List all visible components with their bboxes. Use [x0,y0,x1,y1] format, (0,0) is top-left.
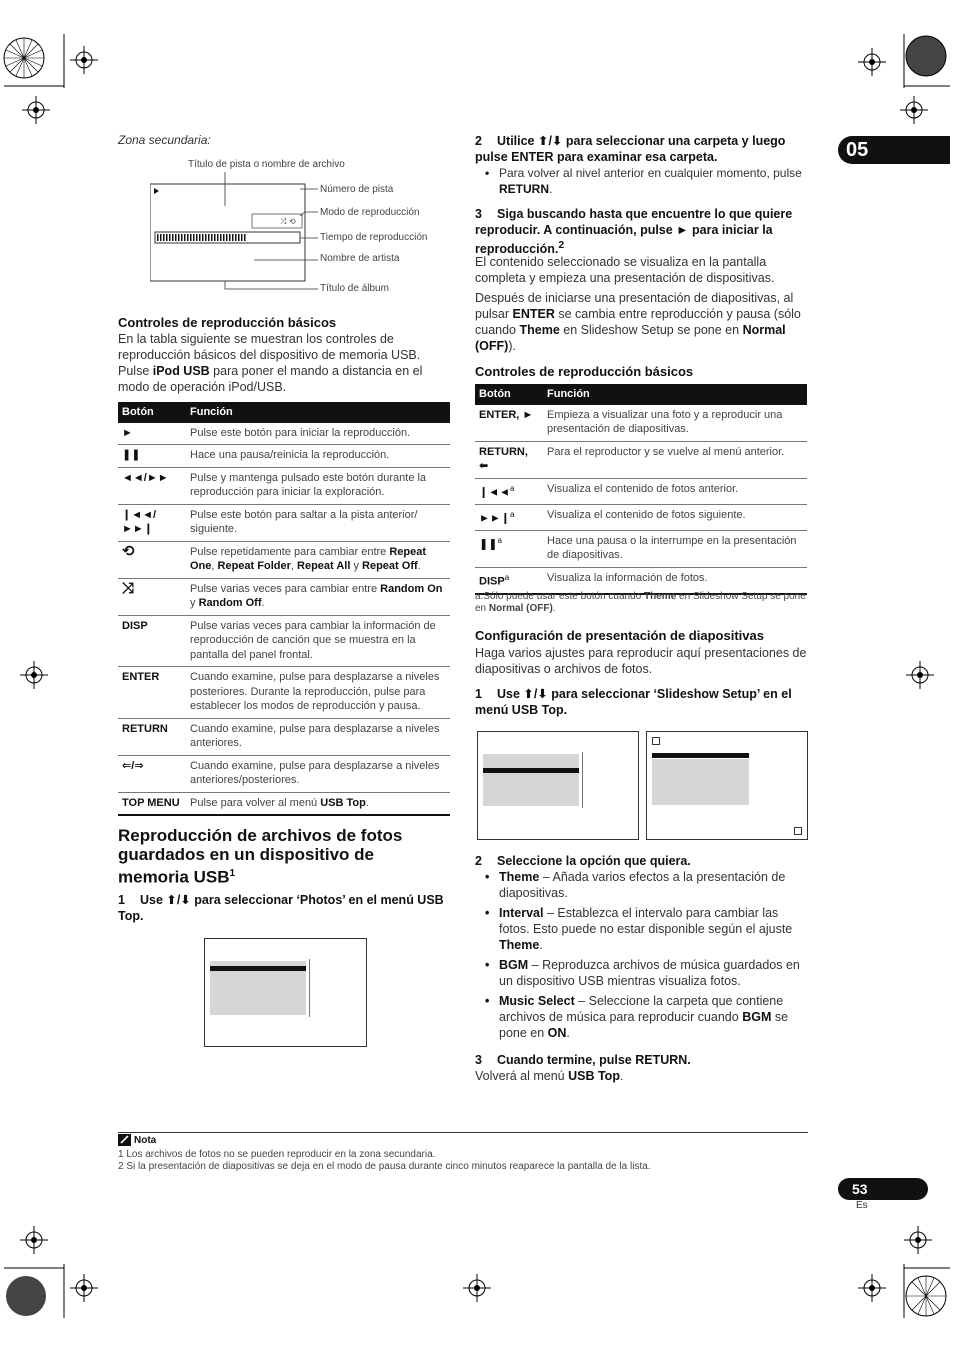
skip-icon: ❙◄◄/►►❙ [118,504,186,541]
row-desc: Visualiza la información de fotos. [543,567,807,594]
svg-text:⤨ ⟲: ⤨ ⟲ [280,217,296,226]
random-off: Random Off [198,597,262,609]
row-desc: Visualiza el contenido de fotos siguiente. [543,504,807,530]
zone-label: Zona secundaria: [118,133,211,147]
return-key: RETURN [499,182,549,196]
table-row [475,530,807,567]
normal-off: Normal (OFF) [488,603,553,614]
label-track-title: Título de pista o nombre de archivo [188,159,345,170]
t: a.Sólo puede usar este botón cuando [475,591,645,602]
label-artist: Nombre de artista [320,253,400,264]
chapter-tab [838,136,950,164]
table-row [118,667,450,719]
key-return-back: RETURN, ⬅ [475,441,543,478]
key-enter: ENTER [118,667,186,719]
row-desc [186,578,450,615]
left-right-arrow-icon: ⇐/⇒ [118,755,186,792]
table-header-row [118,402,450,423]
right-controls-heading: Controles de reproducción básicos [475,364,694,379]
intro-text-2: para poner el mando a distancia en el modo de operación iPod/USB. [118,364,423,394]
row-desc: Visualiza el contenido de fotos anterior. [543,478,807,504]
t: Seleccione la opción que quiera. [497,854,691,868]
theme: Theme [499,938,540,952]
key-disp: DISP [118,615,186,667]
repeat-one: Repeat One [190,545,427,572]
table-row [118,541,450,578]
row-desc: Pulse y mantenga pulsado este botón durante la reproducción para iniciar la exploración. [186,467,450,504]
intro-ipod-usb: iPod USB [152,364,210,378]
usb-top: USB Top [320,796,366,809]
right-step-2 [475,133,810,165]
t: ). [508,339,516,353]
slideshow-setup-heading: Configuración de presentación de diapositivas [475,628,764,643]
row-desc: Para el reproductor y se vuelve al menú anterior. [543,441,807,478]
row-desc: Pulse este botón para iniciar la reproducción. [186,423,450,445]
note-header [118,1134,156,1146]
term: Interval [499,906,544,920]
slideshow-step-2 [475,853,810,869]
note-ref: a [510,483,515,493]
header-function: Función [186,402,450,423]
row-desc: Pulse este botón para saltar a la pista anterior/ siguiente. [186,504,450,541]
crop-mark-bottom-center-icon [457,1268,497,1308]
table-row [118,578,450,615]
step-number: 2 [475,134,482,148]
row-desc [186,541,450,578]
row-desc: Cuando examine, pulse para desplazarse a niveles anteriores/posteriores. [186,755,450,792]
screen-scrollbar [309,959,310,1017]
table-row [118,755,450,792]
table-row [475,441,807,478]
t: , [290,560,298,572]
theme: Theme [519,323,560,337]
t: . [365,796,369,809]
note-ref: a [504,572,510,582]
table-row [475,567,807,594]
t: – Añada varios efectos a la presentación de diapositivas. [499,870,786,900]
t: . [566,1026,570,1040]
t: se pone en [499,1010,789,1040]
right-step-3 [475,206,810,257]
header-function: Función [543,384,807,405]
row-desc: Pulse varias veces para cambiar la información de reproducción de canción que se muestra en la pantalla del panel frontal. [186,615,450,667]
header-button: Botón [475,384,543,405]
table-note [475,591,810,615]
row-desc: Empieza a visualizar una foto y a reproducir una presentación de diapositivas. [543,405,807,442]
table-row [118,423,450,445]
up-down-arrow-icon: ⬆/⬇ [538,134,563,148]
t: Siga buscando hasta que encuentre lo que quiere reproducir. A continuación, pulse ► para iniciar la reproducción. [475,207,793,257]
step-number: 3 [475,207,482,221]
play-icon: ► [118,423,186,445]
key-label: DISP [479,575,505,588]
header-button: Botón [118,402,186,423]
screen-corner-icon [794,827,802,835]
t: Use [140,893,167,907]
note-ref: a [497,535,502,545]
table-row [118,445,450,468]
footnote-1: 1 Los archivos de fotos no se pueden reproducir en la zona secundaria. [118,1149,436,1160]
repeat-off: Repeat Off [362,560,418,572]
step-number: 1 [475,687,482,701]
display-diagram [150,156,450,296]
option-music-select [475,993,810,1041]
crop-mark-left-icon [14,655,54,695]
t: – Establezca el intervalo para cambiar las fotos. Esto puede no estar disponible según el ajuste [499,906,793,936]
photo-heading-footnote: 1 [229,868,236,879]
left-controls-table [118,402,450,816]
t: para seleccionar ‘Slideshow Setup’ en el menú USB Top. [475,687,792,717]
row-desc: Hace una pausa/reinicia la reproducción. [186,445,450,468]
t: Para volver al nivel anterior en cualquier momento, pulse [499,166,802,180]
screen-list-area [652,759,749,805]
label-play-time: Tiempo de reproducción [320,232,428,243]
t: para seleccionar una carpeta y luego pulse ENTER para examinar esa carpeta. [475,134,786,164]
on: ON [547,1026,567,1040]
step-number: 2 [475,854,482,868]
left-controls-intro [118,331,450,395]
step-number: 1 [118,893,125,907]
list-item [475,165,810,197]
term: Theme [499,870,540,884]
normal-off: Normal (OFF) [475,323,786,353]
key-label: ❙◄◄ [479,486,510,499]
label-album: Título de álbum [320,283,389,294]
table-header-row [475,384,807,405]
crop-mark-top-right-icon [830,0,954,150]
page-number-tab [838,1178,928,1200]
footnote-ref: 2 [558,240,565,251]
key-label: ►►❙ [479,512,510,525]
note-divider [118,1132,808,1133]
step-2-bullets [475,165,810,201]
slideshow-desc-2 [475,290,810,354]
note-pencil-icon [118,1134,131,1146]
t: Después de iniciarse una presentación de diapositivas, al pulsar [475,291,794,321]
bgm: BGM [742,1010,772,1024]
table-row [118,504,450,541]
label-play-mode: Modo de reproducción [320,207,420,218]
footnote-2: 2 Si la presentación de diapositivas se deja en el modo de pausa durante cinco minutos reaparece la pantalla de la lista. [118,1161,651,1172]
crop-mark-top-left-icon [0,0,130,150]
term: Music Select [499,994,575,1008]
label-track-number: Número de pista [320,184,394,195]
photo-section-heading [118,826,448,887]
key-top-menu: TOP MENU [118,792,186,815]
t: y [350,560,363,572]
row-desc [186,792,450,815]
crop-mark-bottom-right-icon [830,1212,954,1351]
pause-icon [475,530,543,567]
t: Cuando termine, pulse RETURN. [497,1053,691,1067]
table-row [118,467,450,504]
t: , [211,560,218,572]
slideshow-step-3 [475,1052,810,1068]
t: Pulse varias veces para cambiar entre [190,582,381,595]
repeat-icon: ⟲ [118,541,186,578]
note-label: Nota [134,1134,157,1146]
slideshow-step-3-follow [475,1068,810,1084]
t: para seleccionar ‘Photos’ en el menú USB Top. [118,893,444,923]
left-controls-heading: Controles de reproducción básicos [118,315,337,330]
next-icon [475,504,543,530]
chapter-number: 05 [846,139,869,161]
key-return: RETURN [118,718,186,755]
random-on: Random On [380,582,443,595]
t: Volverá al menú [475,1069,569,1083]
screen-scrollbar [582,752,583,808]
t: en Slideshow Setup se pone en [475,591,806,614]
screen-corner-icon [652,737,660,745]
step-number: 3 [475,1053,482,1067]
t: Utilice [497,134,538,148]
slideshow-setup-intro: Haga varios ajustes para reproducir aquí presentaciones de diapositivas o archivos de fotos. [475,646,807,676]
right-controls-table [475,384,807,595]
language-code: Es [856,1200,868,1211]
slideshow-setup-screen [646,731,808,840]
t: en Slideshow Setup se pone en [559,323,743,337]
t: Use [497,687,524,701]
previous-icon [475,478,543,504]
screen-highlight [652,753,749,758]
usb-top: USB Top [568,1069,620,1083]
term: BGM [499,958,529,972]
repeat-folder: Repeat Folder [217,560,291,572]
key-label: ❚❚ [479,538,498,551]
table-row [118,615,450,667]
key-disp [475,567,543,594]
t: – Reproduzca archivos de música guardados en un dispositivo USB mientras visualiza fotos. [499,958,800,988]
key-enter-play: ENTER, ► [475,405,543,442]
enter-key: ENTER [512,307,555,321]
screen-highlight [483,768,579,773]
screen-list-area [483,754,579,806]
crop-mark-bottom-left-icon [0,1212,130,1351]
display-diagram-lines-icon [150,156,450,296]
t: Pulse para volver al menú [190,796,321,809]
slideshow-step-1 [475,686,810,718]
t: . [417,560,421,572]
t: se cambia entre reproducción y pausa (sólo cuando [475,307,801,337]
t: Pulse repetidamente para cambiar entre [190,545,390,558]
t: . [552,603,556,614]
t: . [549,182,553,196]
screen-highlight [210,966,306,971]
note-ref: a [510,509,515,519]
row-desc: Hace una pausa o la interrumpe en la presentación de diapositivas. [543,530,807,567]
table-row [475,504,807,530]
up-down-arrow-icon: ⬆/⬇ [166,893,191,907]
table-row [475,405,807,442]
photo-heading-text: Reproducción de archivos de fotos guardados en un dispositivo de memoria USB [118,826,403,887]
option-bgm [475,957,810,989]
theme: Theme [644,591,677,602]
pause-icon: ❚❚ [118,445,186,468]
option-interval [475,905,810,953]
t: . [261,597,265,609]
table-row [118,718,450,755]
usb-top-slideshow-screen [477,731,639,840]
crop-mark-right-icon [900,655,940,695]
t: . [539,938,543,952]
usb-top-photos-screen [204,938,367,1047]
up-down-arrow-icon: ⬆/⬇ [523,687,548,701]
t: y [190,597,199,609]
table-row [475,478,807,504]
t: – Seleccione la carpeta que contiene archivos de música para reproducir cuando [499,994,784,1024]
shuffle-icon: ⤨ [118,578,186,615]
scan-icon: ◄◄/►► [118,467,186,504]
slideshow-options [475,869,810,1045]
repeat-all: Repeat All [297,560,351,572]
option-theme [475,869,810,901]
page-number: 53 [852,1181,868,1197]
t: . [619,1069,624,1083]
intro-text-1: En la tabla siguiente se muestran los controles de reproducción básicos del dispositivo de memoria USB. Pulse [118,332,421,378]
left-step-1 [118,892,458,924]
row-desc: Cuando examine, pulse para desplazarse a niveles posteriores. Durante la reproducción, pulse para establecer los modos de reproducción y pausa. [186,667,450,719]
row-desc: Cuando examine, pulse para desplazarse a niveles anteriores. [186,718,450,755]
slideshow-desc-1: El contenido seleccionado se visualiza en la pantalla completa y empieza una presentación de dispositivas. [475,255,775,285]
table-row [118,792,450,815]
